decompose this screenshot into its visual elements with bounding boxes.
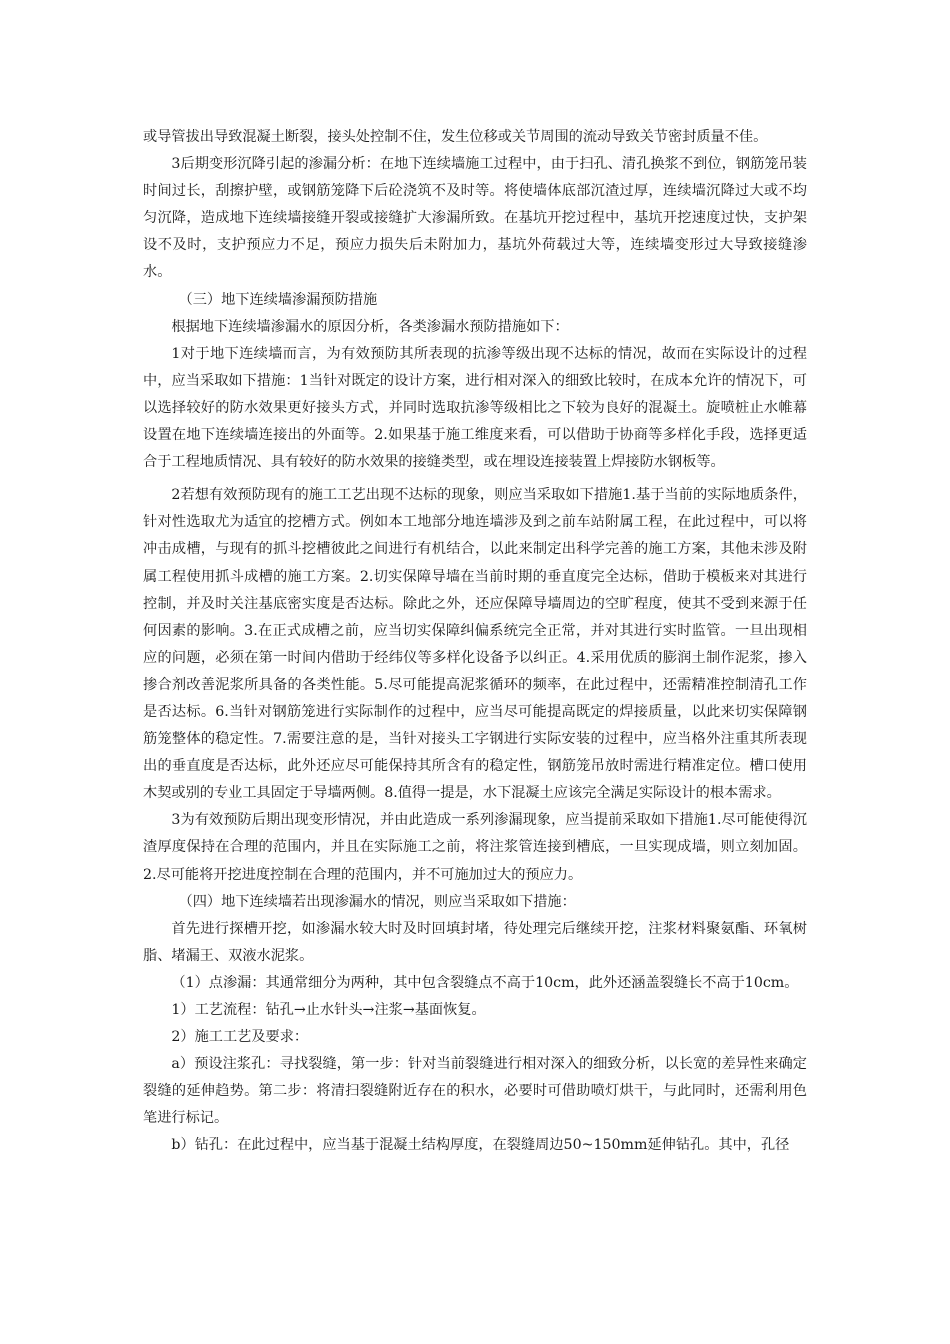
paragraph-drilling: b）钻孔：在此过程中，应当基于混凝土结构厚度，在裂缝周边50~150mm延伸钻孔。其中，孔径 [171,1137,790,1154]
section-heading-prevention: （三）地下连续墙渗漏预防措施 [178,291,378,308]
paragraph-process-flow: 1）工艺流程：钻孔→止水针头→注浆→基面恢复。 [171,1002,486,1018]
paragraph-design-measures: 1对于地下连续墙而言，为有效预防其所表现的抗渗等级出现不达标的情况，故而在实际设计的过程中，应当采取如下措施：1当针对既定的设计方案，进行相对深入的细致比较时，在成本允许的情况下，可以选择较好的防水效果更好接头方式，并同时选取抗渗等级相比之下较为良好的混凝土。旋喷桩止水帷幕设置在地下连续墙连接出的外面等。2.如果基于施工维度来看，可以借助于协商等多样化手段，选择更适合于工程地质情况、具有较好的防水效果的接缝类型，或在埋设连接装置上焊接防水钢板等。 [143,345,807,471]
section-heading-remedy: （四）地下连续墙若出现渗漏水的情况，则应当采取如下措施： [178,893,576,910]
paragraph-continuation: 或导管拔出导致混凝土断裂，接头处控制不住，发生位移或关节周围的流动导致关节密封质量不佳。 [143,129,768,145]
paragraph-point-leakage: （1）点渗漏：其通常细分为两种，其中包含裂缝点不高于10cm，此外还涵盖裂缝长不高于10cm。 [171,974,799,991]
paragraph-prevention-intro: 根据地下连续墙渗漏水的原因分析，各类渗漏水预防措施如下： [171,318,569,335]
paragraph-settlement-analysis: 3后期变形沉降引起的渗漏分析：在地下连续墙施工过程中，由于扫孔、清孔换浆不到位，钢筋笼吊装时间过长，刮擦护壁，或钢筋笼降下后砼浇筑不及时等。将使墙体底部沉渣过厚，连续墙沉降过大或不均匀沉降，造成地下连续墙接缝开裂或接缝扩大渗漏所致。在基坑开挖过程中，基坑开挖速度过快，支护架设不及时，支护预应力不足，预应力损失后未附加力，基坑外荷载过大等，连续墙变形过大导致接缝渗水。 [143,156,807,281]
paragraph-deformation-measures: 3为有效预防后期出现变形情况，并由此造成一系列渗漏现象，应当提前采取如下措施1.尽可能使得沉渣厚度保持在合理的范围内，并且在实际施工之前，将注浆管连接到槽底，一旦实现成墙，则立刻加固。2.尽可能将开挖进度控制在合理的范围内，并不可施加过大的预应力。 [143,812,807,883]
paragraph-trench-excavation: 首先进行探槽开挖，如渗漏水较大时及时回填封堵，待处理完后继续开挖，注浆材料聚氨酯、环氧树脂、堵漏王、双液水泥浆。 [143,920,807,964]
paragraph-construction-measures: 2若想有效预防现有的施工工艺出现不达标的现象，则应当采取如下措施1.基于当前的实际地质条件，针对性选取尤为适宜的挖槽方式。例如本工地部分地连墙涉及到之前车站附属工程，在此过程中，可以将冲击成槽，与现有的抓斗挖槽彼此之间进行有机结合，以此来制定出科学完善的施工方案，其他未涉及附属工程使用抓斗成槽的施工方案。2.切实保障导墙在当前时期的垂直度完全达标，借助于模板来对其进行控制，并及时关注基底密实度是否达标。除此之外，还应保障导墙周边的空旷程度，使其不受到来源于任何因素的影响。3.在正式成槽之前，应当切实保障纠偏系统完全正常，并对其进行实时监管。一旦出现相应的问题，必须在第一时间内借助于经纬仪等多样化设备予以纠正。4.采用优质的膨润土制作泥浆，掺入掺合剂改善泥浆所具备的各类性能。5.尽可能提高泥浆循环的频率，在此过程中，还需精准控制清孔工作是否达标。6.当针对钢筋笼进行实际制作的过程中，应当尽可能提高既定的焊接质量，以此来切实保障钢筋笼整体的稳定性。7.需要注意的是，当针对接头工字钢进行实际安装的过程中，应当格外注重其所表现出的垂直度是否达标，此外还应尽可能保持其所含有的稳定性，钢筋笼吊放时需进行精准定位。槽口使用木契或别的专业工具固定于导墙两侧。8.值得一提是，水下混凝土应该完全满足实际设计的根本需求。 [143,487,807,802]
document-body [143,124,807,1160]
paragraph-process-requirements: 2）施工工艺及要求： [171,1029,309,1046]
paragraph-grouting-holes: a）预设注浆孔：寻找裂缝，第一步：针对当前裂缝进行相对深入的细致分析，以长宽的差异性来确定裂缝的延伸趋势。第二步：将清扫裂缝附近存在的积水，必要时可借助喷灯烘干，与此同时，还需利用色笔进行标记。 [143,1056,807,1127]
